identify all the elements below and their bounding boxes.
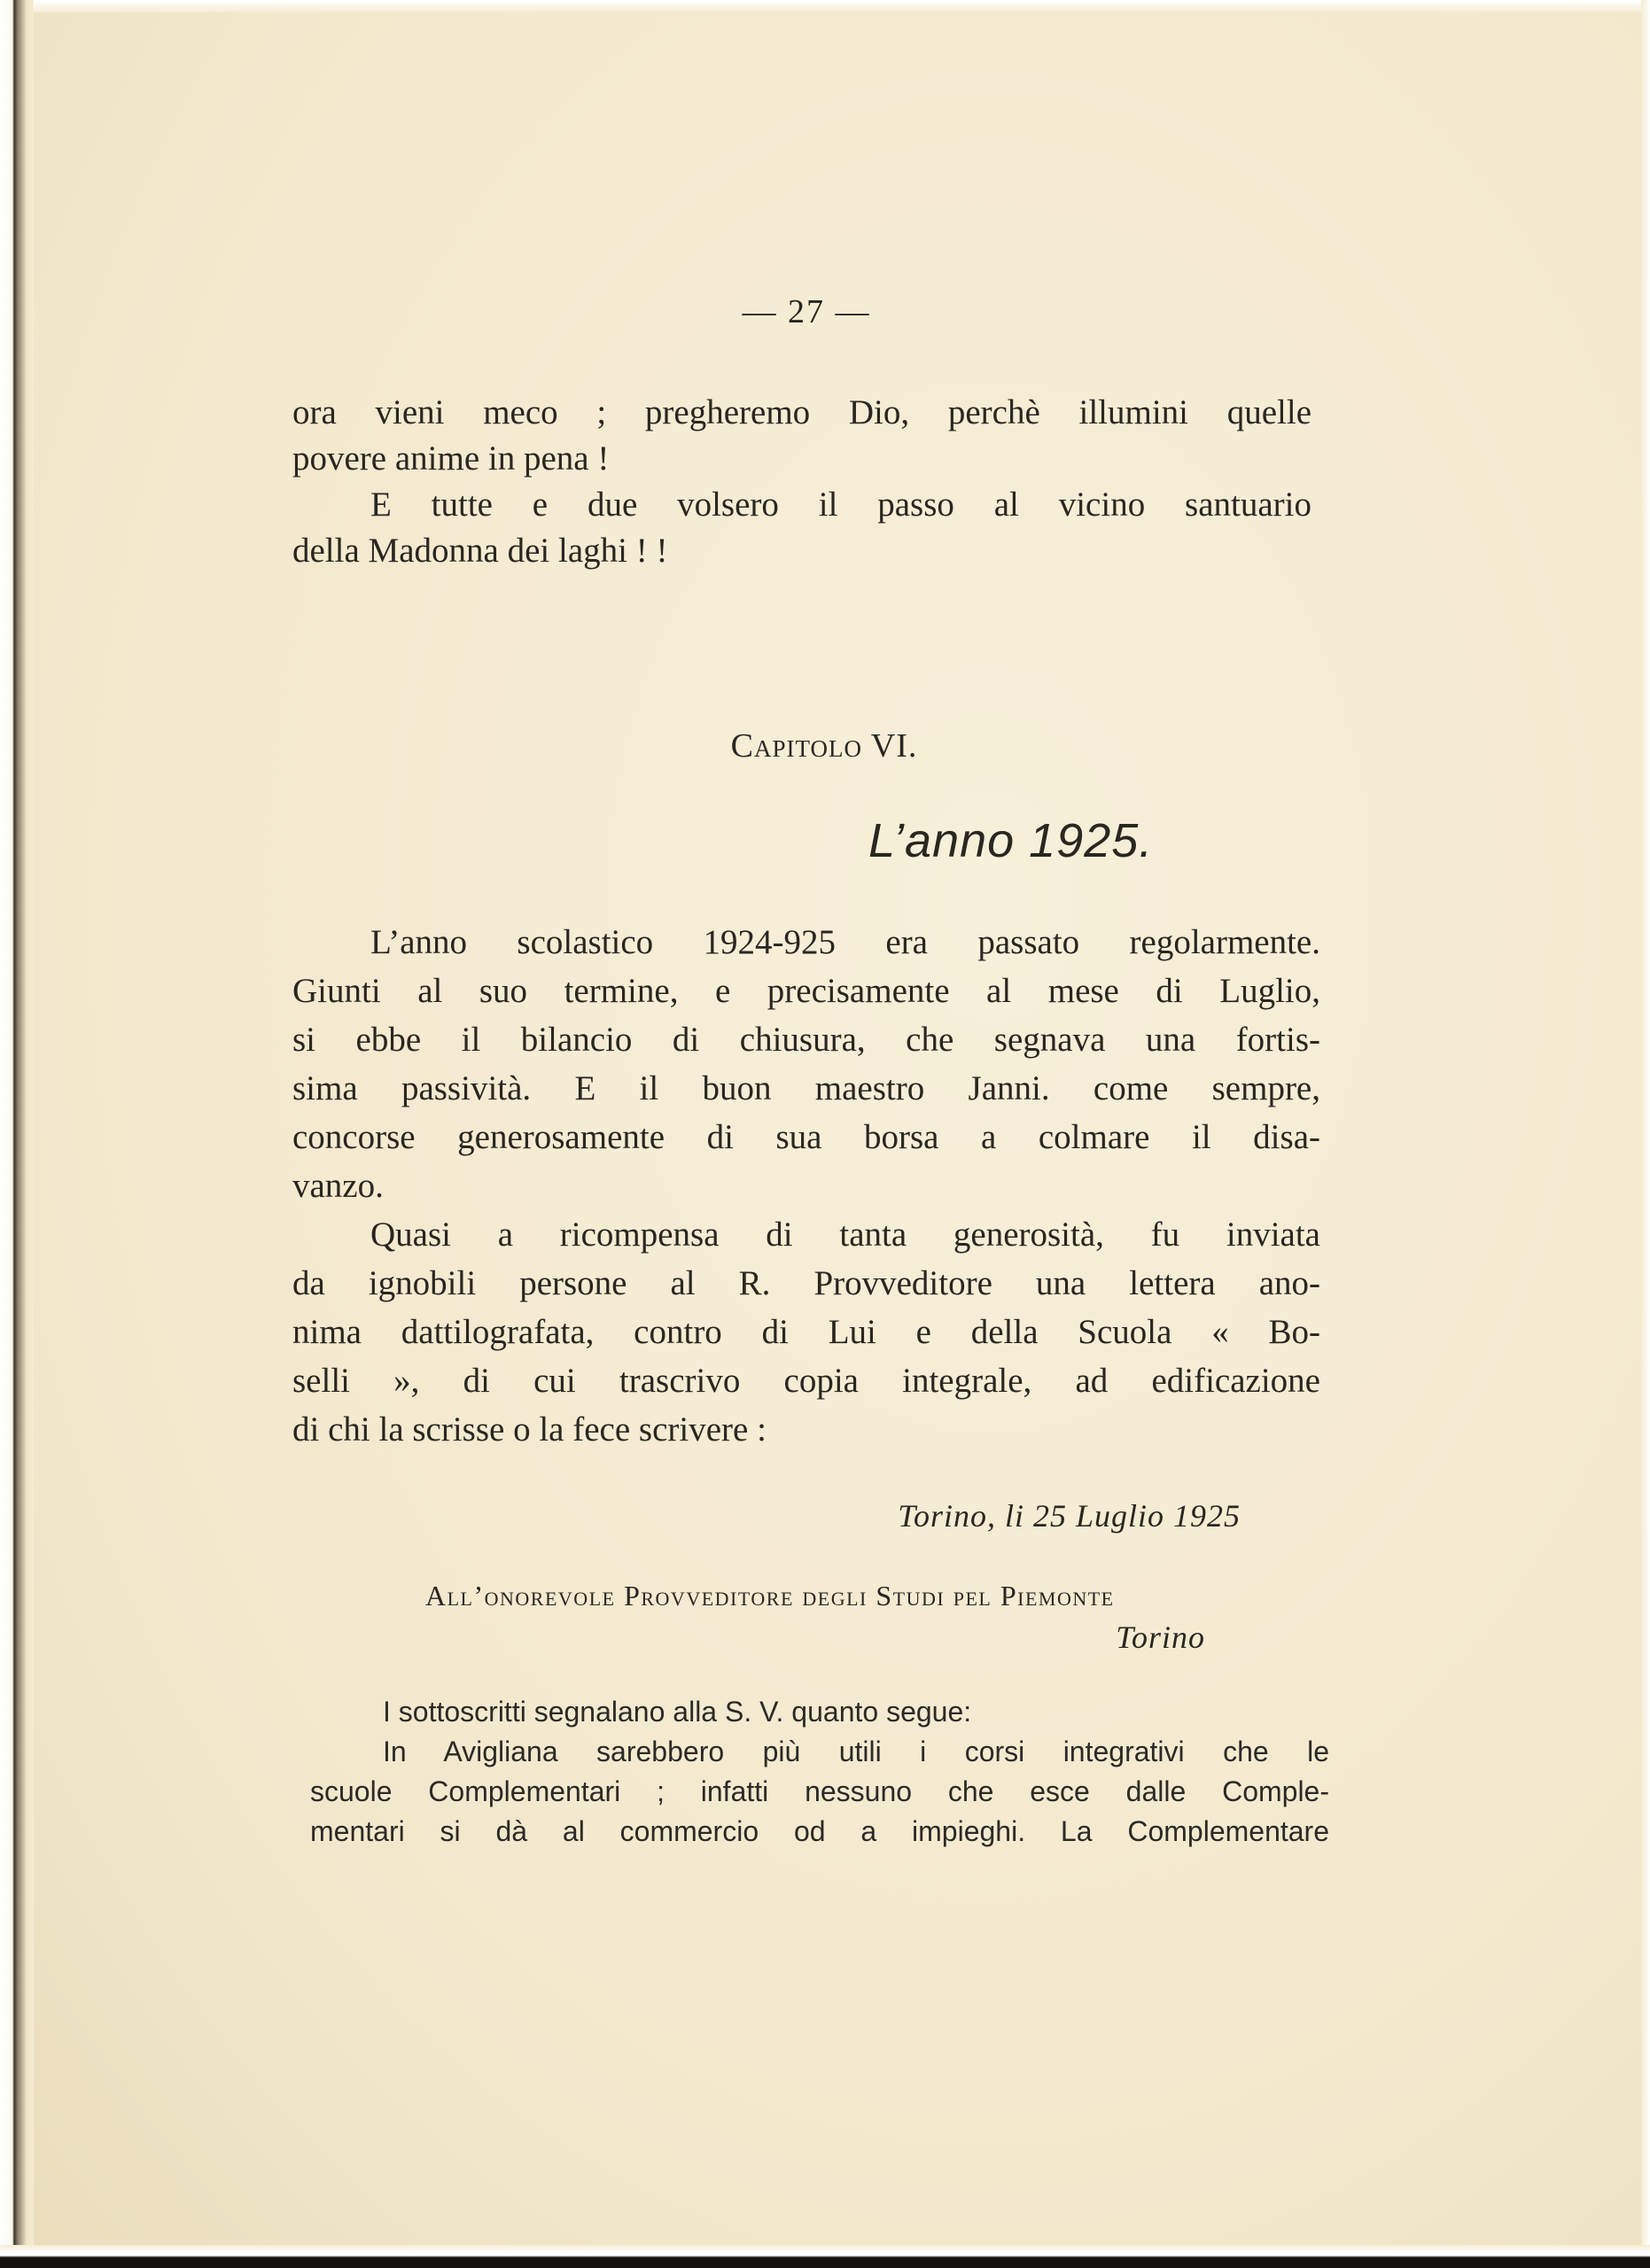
text-line: povere anime in pena ! bbox=[292, 439, 610, 478]
page-edge-bottom bbox=[0, 2245, 1650, 2268]
body-paragraph-2 bbox=[292, 1210, 1320, 1454]
text-line: I sottoscritti segnalano alla S. V. quanto segue: bbox=[383, 1696, 972, 1728]
text-line: E tutte e due volsero il passo al vicino santuario bbox=[370, 485, 1311, 524]
text-line: nima dattilografata, contro di Lui e della Scuola « Bo- bbox=[292, 1313, 1320, 1351]
page-edge-right bbox=[1641, 0, 1650, 2268]
text-line: di chi la scrisse o la fece scrivere : bbox=[292, 1410, 767, 1449]
text-line: concorse generosamente di sua borsa a colmare il disa- bbox=[292, 1118, 1320, 1156]
text-line: della Madonna dei laghi ! ! bbox=[292, 532, 668, 570]
text-line: da ignobili persone al R. Provveditore una lettera ano- bbox=[292, 1264, 1320, 1302]
text-line: L’anno scolastico 1924-925 era passato regolarmente. bbox=[370, 923, 1320, 961]
opening-paragraph bbox=[292, 390, 1311, 574]
text-line: si ebbe il bilancio di chiusura, che segnava una fortis- bbox=[292, 1021, 1320, 1059]
page-number: — 27 — bbox=[742, 293, 871, 330]
text-line: mentari si dà al commercio od a impieghi. La Complementare bbox=[310, 1815, 1329, 1847]
letter-addressee-city: Torino bbox=[1116, 1619, 1205, 1655]
text-line: Quasi a ricompensa di tanta generosità, fu inviata bbox=[370, 1216, 1320, 1254]
body-paragraph-1 bbox=[292, 918, 1320, 1210]
text-line: scuole Complementari ; infatti nessuno che esce dalle Comple- bbox=[310, 1775, 1329, 1807]
chapter-title: L’anno 1925. bbox=[868, 814, 1154, 867]
text-line: In Avigliana sarebbero più utili i corsi integrativi che le bbox=[383, 1736, 1329, 1767]
chapter-label: Capitolo VI. bbox=[730, 727, 918, 765]
text-line: sima passività. E il buon maestro Janni. come sempre, bbox=[292, 1069, 1320, 1107]
page-edge-left bbox=[0, 0, 34, 2268]
letter-date: Torino, li 25 Luglio 1925 bbox=[898, 1498, 1241, 1534]
letter-addressee: All’onorevole Provveditore degli Studi pel Piemonte bbox=[425, 1580, 1115, 1612]
text-line: Giunti al suo termine, e precisamente al mese di Luglio, bbox=[292, 972, 1320, 1010]
text-line: vanzo. bbox=[292, 1167, 384, 1205]
text-line: ora vieni meco ; pregheremo Dio, perchè illumini quelle bbox=[292, 393, 1311, 431]
typed-letter-text bbox=[310, 1692, 1329, 1852]
text-line: selli », di cui trascrivo copia integrale, ad edificazione bbox=[292, 1362, 1320, 1400]
page-edge-top bbox=[0, 0, 1650, 12]
